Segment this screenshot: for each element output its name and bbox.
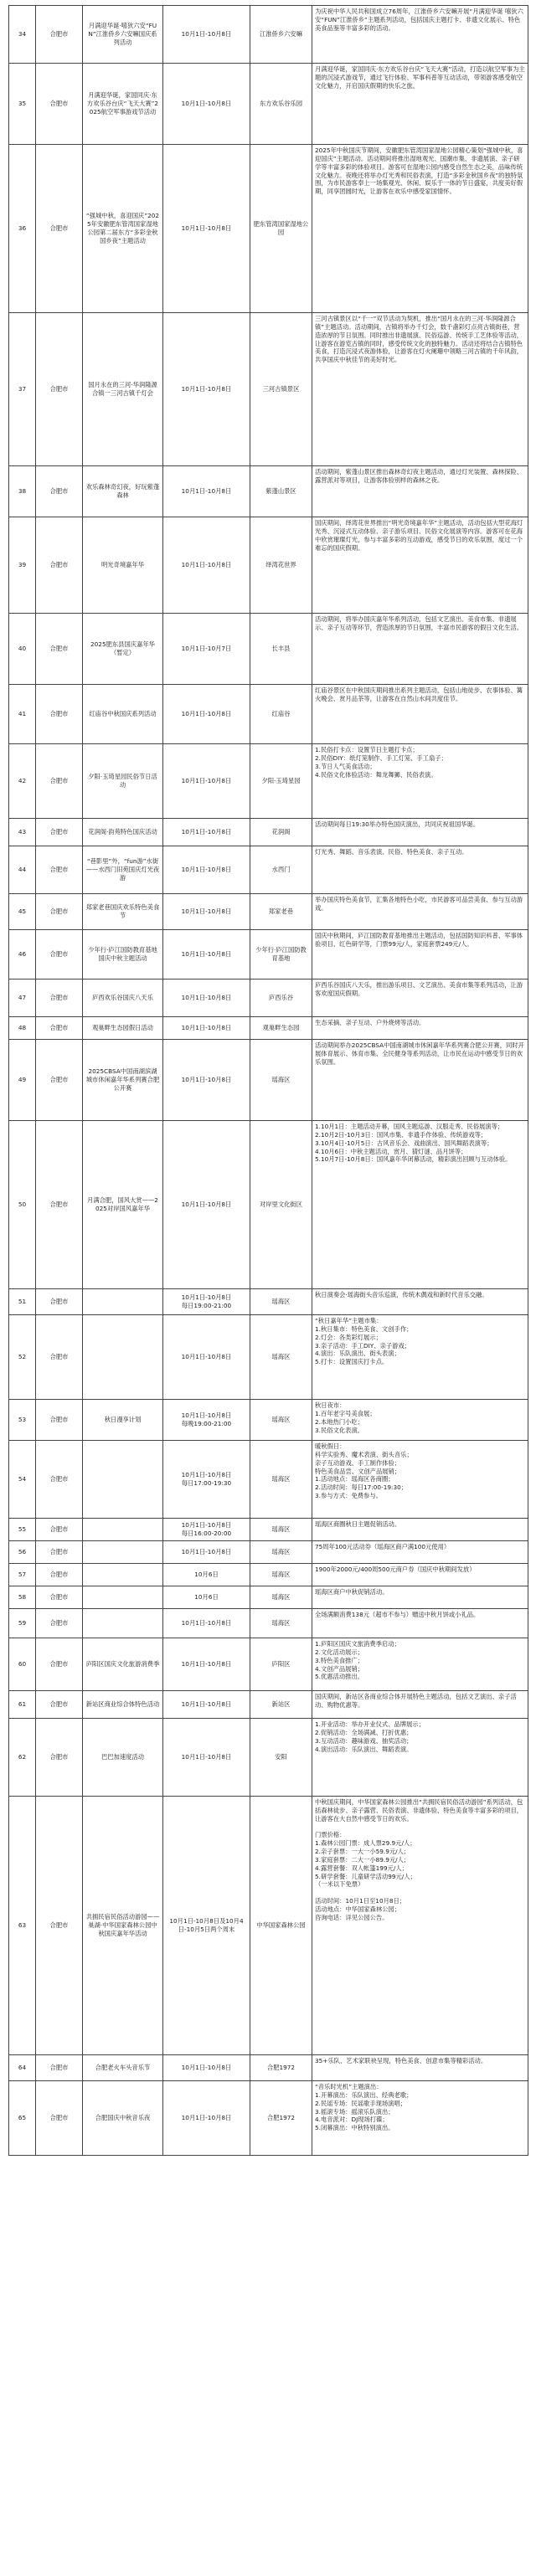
description-cell: “秋日嘉年华”主题市集： 1.秋日集市：特色美食、文创手作； 2.灯会：各类彩灯展示； 3.亲子活动：手工DIY、亲子游戏； 4.演出：乐队演出、街头表演； 5.打卡：设置国庆打卡点。 <box>312 1315 528 1400</box>
city-cell: 合肥市 <box>36 744 83 819</box>
activity-name-cell: 红庙谷中秋国庆系列活动 <box>83 685 163 744</box>
activity-name-cell: 共拥民宿民俗活动游园——巢湖·中华国家森林公园中秋国庆嘉年华活动 <box>83 1797 163 2055</box>
table-row <box>9 1609 528 1638</box>
city-cell: 合肥市 <box>36 1609 83 1638</box>
activity-name-cell: 2025肥东县国庆嘉年华（暂定） <box>83 614 163 685</box>
venue-cell: 庐西乐谷 <box>250 979 312 1017</box>
document-page <box>8 5 528 2156</box>
activity-name-cell: 欢乐森林奇幻夜，好玩紫蓬森林 <box>83 466 163 517</box>
city-cell: 合肥市 <box>36 1441 83 1519</box>
venue-cell: 观巢畔生态园 <box>250 1017 312 1040</box>
row-number: 41 <box>9 685 36 744</box>
description-cell: 35+乐队、艺术家联袂呈现，特色美食、创意市集等精彩活动。 <box>312 2055 528 2081</box>
city-cell: 合肥市 <box>36 894 83 930</box>
row-number: 46 <box>9 930 36 979</box>
venue-cell: 中华国家森林公园 <box>250 1797 312 2055</box>
activity-name-cell: 明光奇境嘉年华 <box>83 517 163 614</box>
time-cell: 10月1日-10月8日 <box>163 1040 250 1121</box>
venue-cell: 夕阳·玉琦星园 <box>250 744 312 819</box>
venue-cell: 瑶海区 <box>250 1519 312 1541</box>
row-number: 48 <box>9 1017 36 1040</box>
activity-name-cell: 夕阳·玉琦星园民俗节日活动 <box>83 744 163 819</box>
city-cell: 合肥市 <box>36 466 83 517</box>
city-cell: 合肥市 <box>36 1400 83 1441</box>
venue-cell: 三河古镇景区 <box>250 313 312 466</box>
city-cell: 合肥市 <box>36 614 83 685</box>
activity-name-cell: “强城中秋，喜迎国庆”2025年安徽肥东管湾国家湿地公园第二届东方“多彩金秋国乡夜”主题活动 <box>83 145 163 313</box>
row-number: 40 <box>9 614 36 685</box>
venue-cell: 红庙谷 <box>250 685 312 744</box>
city-cell: 合肥市 <box>36 1691 83 1719</box>
row-number: 62 <box>9 1719 36 1797</box>
row-number: 58 <box>9 1586 36 1609</box>
venue-cell: 瑶海区 <box>250 1541 312 1564</box>
activity-name-cell <box>83 1441 163 1519</box>
activity-table-body <box>9 6 528 2156</box>
description-cell: 1900年2000元/400周500元商户券（国庆中秋期间发放） <box>312 1564 528 1586</box>
table-row <box>9 979 528 1017</box>
table-row <box>9 744 528 819</box>
time-cell: 10月1日-10月8日 <box>163 979 250 1017</box>
row-number: 35 <box>9 64 36 145</box>
description-cell: 秋日夜市： 1.百年老字号美食展； 2.本地热门小吃； 3.民俗文化表演。 <box>312 1400 528 1441</box>
table-row <box>9 2055 528 2081</box>
city-cell: 合肥市 <box>36 1564 83 1586</box>
activity-name-cell: 月满合肥，国风大赏——2025对岸国风嘉年华 <box>83 1121 163 1289</box>
venue-cell: 瑶海区 <box>250 1315 312 1400</box>
row-number: 44 <box>9 846 36 894</box>
venue-cell: 郑家老巷 <box>250 894 312 930</box>
activity-table <box>8 5 528 2156</box>
row-number: 45 <box>9 894 36 930</box>
description-cell: 红庙谷景区在中秋国庆期间推出系列主题活动，包括山地徒步、农事体验、篝火晚会、赏月品茶等，让游客在自然山水间共度佳节。 <box>312 685 528 744</box>
activity-name-cell <box>83 1519 163 1541</box>
row-number: 54 <box>9 1441 36 1519</box>
venue-cell: 水西门 <box>250 846 312 894</box>
venue-cell: 合肥1972 <box>250 2055 312 2081</box>
row-number: 57 <box>9 1564 36 1586</box>
description-cell: 瑶海区商圈秋日主题促销活动。 <box>312 1519 528 1541</box>
venue-cell: 新站区 <box>250 1691 312 1719</box>
venue-cell: 长丰县 <box>250 614 312 685</box>
time-cell: 10月1日-10月8日 <box>163 517 250 614</box>
city-cell: 合肥市 <box>36 1638 83 1691</box>
time-cell: 10月6日 <box>163 1564 250 1586</box>
description-cell: 1.民俗打卡点：设置节日主题打卡点； 2.民俗DIY：纸灯笼制作、手工灯笼、手工扇子； 3.节日人气美食活动； 4.民俗文化体验活动：舞龙舞狮、民俗表演。 <box>312 744 528 819</box>
description-cell: “音乐时光机”主题演出： 1.开幕演出：乐队演出、经典老歌； 2.民谣专场：民谣歌手现场演唱； 3.摇滚专场：摇滚乐队演出； 4.电音派对：DJ现场打碟； 5.闭幕演出：中秋特别演出。 <box>312 2081 528 2156</box>
table-row <box>9 6 528 64</box>
table-row <box>9 1040 528 1121</box>
description-cell: 生态采摘、亲子互动、户外烧烤等活动。 <box>312 1017 528 1040</box>
description-cell: 国庆中秋期间，庐江国防教育基地推出主题活动，包括国防知识科普、军事体验项目、红色研学等，门票99元/人，家庭套票249元/人。 <box>312 930 528 979</box>
time-cell: 10月1日-10月8日 每日16:00-20:00 <box>163 1519 250 1541</box>
venue-cell: 庐阳区 <box>250 1638 312 1691</box>
venue-cell: 少年行·庐江国防教育基地 <box>250 930 312 979</box>
table-row <box>9 894 528 930</box>
description-cell: 活动期间每日19:30举办特色国庆演出，共同庆祝祖国华诞。 <box>312 819 528 846</box>
time-cell: 10月1日-10月8日及10月4日-10月5日两个周末 <box>163 1797 250 2055</box>
table-row <box>9 1400 528 1441</box>
row-number: 51 <box>9 1289 36 1315</box>
time-cell: 10月1日-10月8日 <box>163 1121 250 1289</box>
table-row <box>9 846 528 894</box>
activity-name-cell: 郑家老巷国庆欢乐特色美食节 <box>83 894 163 930</box>
row-number: 64 <box>9 2055 36 2081</box>
description-cell: 灯光秀、舞蹈、音乐表演、民俗、特色美食、亲子互动。 <box>312 846 528 894</box>
description-cell: 2025年中秋国庆节期间，安徽肥东管湾国家湿地公园精心策划“强城中秋，喜迎国庆”主题活动。活动期间将推出湿地观光、国潮市集、非遗展演、亲子研学等丰富多彩的体验项目。游客可在湿地公园内感受自然生态之美，品味传统文化魅力。夜晚还将举办灯光秀和民俗表演，打造“多彩金秋国乡夜”的独特氛围，为市民游客奉上一场集观光、休闲、娱乐于一体的节日盛宴，共度美好假期，同享团圆时光，让游客在欢乐中感受家国情怀。 <box>312 145 528 313</box>
city-cell: 合肥市 <box>36 6 83 64</box>
activity-name-cell: 巴巴加速度活动 <box>83 1719 163 1797</box>
table-row <box>9 313 528 466</box>
table-row <box>9 517 528 614</box>
time-cell: 10月1日-10月8日 <box>163 744 250 819</box>
table-row <box>9 685 528 744</box>
row-number: 65 <box>9 2081 36 2156</box>
venue-cell: 江淮侨乡六安嘛 <box>250 6 312 64</box>
time-cell: 10月1日-10月7日 <box>163 614 250 685</box>
venue-cell: 紫蓬山景区 <box>250 466 312 517</box>
city-cell: 合肥市 <box>36 979 83 1017</box>
activity-name-cell: 国月永在的三河·华润隆源合镇一三河古镇千灯会 <box>83 313 163 466</box>
table-row <box>9 466 528 517</box>
city-cell: 合肥市 <box>36 313 83 466</box>
description-cell: 庐西乐谷国庆八天乐，推出游乐项目、文艺演出、美食市集等系列活动，让游客欢度国庆假期。 <box>312 979 528 1017</box>
activity-name-cell <box>83 1541 163 1564</box>
time-cell: 10月1日-10月8日 <box>163 145 250 313</box>
time-cell: 10月1日-10月8日 <box>163 313 250 466</box>
description-cell: 举办国庆特色美食节，汇集各地特色小吃，市民游客可品尝美食、参与互动游戏。 <box>312 894 528 930</box>
time-cell: 10月1日-10月8日 每日19:00-21:00 <box>163 1289 250 1315</box>
venue-cell: 花润阁 <box>250 819 312 846</box>
city-cell: 合肥市 <box>36 1797 83 2055</box>
table-row <box>9 64 528 145</box>
row-number: 61 <box>9 1691 36 1719</box>
description-cell: 全场满额消费138元（超市不参与）赠送中秋月饼或小礼品。 <box>312 1609 528 1638</box>
row-number: 34 <box>9 6 36 64</box>
venue-cell: 绎湾花世界 <box>250 517 312 614</box>
description-cell: 1.开业活动：举办开业仪式、品牌展示； 2.促销活动：全场满减、打折优惠； 3.互动活动：趣味游戏、抽奖活动； 4.演出活动：乐队演出、舞蹈表演。 <box>312 1719 528 1797</box>
venue-cell: 瑶海区 <box>250 1040 312 1121</box>
description-cell: 75周年100元活动券（瑶海区商户满100元使用） <box>312 1541 528 1564</box>
time-cell: 10月1日-10月8日 <box>163 1638 250 1691</box>
time-cell: 10月1日-10月8日 <box>163 1017 250 1040</box>
activity-name-cell: 观巢畔生态园假日活动 <box>83 1017 163 1040</box>
time-cell: 10月1日-10月8日 <box>163 846 250 894</box>
activity-name-cell: 月满迎华诞，家国同庆·东方欢乐谷台庆“飞天大赛”2025航空军事游戏节活动 <box>83 64 163 145</box>
city-cell: 合肥市 <box>36 1541 83 1564</box>
row-number: 43 <box>9 819 36 846</box>
row-number: 63 <box>9 1797 36 2055</box>
city-cell: 合肥市 <box>36 1289 83 1315</box>
activity-name-cell: 月满迎华诞·嘻狄六安“FUN”江淮侨乡六安嘛国庆系列活动 <box>83 6 163 64</box>
activity-name-cell <box>83 1586 163 1609</box>
time-cell: 10月6日 <box>163 1586 250 1609</box>
time-cell: 10月1日-10月8日 <box>163 1315 250 1400</box>
activity-name-cell: 少年行·庐江国防教育基地国庆中秋主题活动 <box>83 930 163 979</box>
activity-name-cell: 庐西欢乐谷国庆八天乐 <box>83 979 163 1017</box>
table-row <box>9 1691 528 1719</box>
row-number: 55 <box>9 1519 36 1541</box>
time-cell: 10月1日-10月8日 <box>163 64 250 145</box>
table-row <box>9 1519 528 1541</box>
venue-cell: 瑶海区 <box>250 1609 312 1638</box>
activity-name-cell: 花润阁·韵苑特色国庆活动 <box>83 819 163 846</box>
activity-name-cell: 2025CBSA中国南湖滨湖城市休闲嘉年华系列赛合肥公开赛 <box>83 1040 163 1121</box>
row-number: 38 <box>9 466 36 517</box>
city-cell: 合肥市 <box>36 819 83 846</box>
table-row <box>9 614 528 685</box>
venue-cell: 瑶海区 <box>250 1441 312 1519</box>
description-cell: 暖秋假日： 科学实验秀、魔术表演、街头音乐； 亲子互动游戏、手工制作体验； 特色美食品尝、文创产品展销； 1.活动地点：瑶海区各商圈； 2.活动时间：每日17:00-19:30； 3.参与方式：免费参与。 <box>312 1441 528 1519</box>
time-cell: 10月1日-10月8日 <box>163 930 250 979</box>
city-cell: 合肥市 <box>36 2055 83 2081</box>
city-cell: 合肥市 <box>36 1315 83 1400</box>
city-cell: 合肥市 <box>36 1040 83 1121</box>
row-number: 39 <box>9 517 36 614</box>
time-cell: 10月1日-10月8日 <box>163 2055 250 2081</box>
table-row <box>9 145 528 313</box>
table-row <box>9 1586 528 1609</box>
description-cell: 中秋国庆期间，中华国家森林公园推出“共拥民宿民俗活动游园”系列活动，包括森林徒步、亲子露营、民俗表演、非遗体验、特色美食等丰富多彩的项目，让游客在大自然中感受节日的欢乐。 门票价格： 1.森林公园门票：成人票29.9元/人； 2.亲子套票：一大一小59.9元/人； 3.家庭套票：二大一小89.9元/人； 4.露营套餐：双人帐篷199元/人； 5.研学套餐：儿童研学活动99元/人； （一米以下免票） 活动时间：10月1日至10月8日； 活动地点：中华国家森林公园； 咨询电话：详见公园公告。 <box>312 1797 528 2055</box>
table-row <box>9 1121 528 1289</box>
table-row <box>9 1017 528 1040</box>
table-row <box>9 819 528 846</box>
venue-cell: 东方欢乐谷乐园 <box>250 64 312 145</box>
time-cell: 10月1日-10月8日 <box>163 894 250 930</box>
city-cell: 合肥市 <box>36 1519 83 1541</box>
activity-name-cell <box>83 1609 163 1638</box>
description-cell: 为庆祝中华人民共和国成立76周年，江淮侨乡六安嘛开展“月满迎华诞 嘻狄六安“FUN”江淮侨乡”主题系列活动，包括国庆主题打卡、非遗文化展示、特色美食品鉴等丰富多彩的活动。 <box>312 6 528 64</box>
description-cell: 1.10月1日：主题活动开幕，国风主题巡游、汉服走秀、民俗展演等； 2.10月2日-10月3日：国风市集、非遗手作体验、传统游戏等； 3.10月4日-10月5日：古风音乐会、戏曲演出、国风舞蹈表演等； 4.10月6日：中秋主题活动，赏月、猜灯谜、品月饼等； 5.10月7日-10月8日：国风嘉年华闭幕活动，精彩演出回顾与互动体验。 <box>312 1121 528 1289</box>
description-cell: 月满迎华诞，家国同庆·东方欢乐谷台庆“飞天大赛”活动，打造以航空军事为主题的沉浸式游戏节，通过飞行体验、军事科普等互动活动，带领游客感受航空文化魅力，开启国庆假期的快乐之旅。 <box>312 64 528 145</box>
time-cell: 10月1日-10月8日 <box>163 6 250 64</box>
description-cell: 三河古镇景区以“千一”双节活动为契机，推出“国月永在的三河·华润隆源合镇”主题活动。活动期间，古镇将举办千灯会，数千盏彩灯点亮古镇街巷，营造浓厚的节日氛围。同时推出非遗展演、民俗巡游、传统手工艺体验等活动，让游客在游览古镇的同时，感受传统文化的独特魅力。活动还将结合古镇特色美食，打造沉浸式夜游体验，让游客在灯火阑珊中领略三河古镇的千年风韵，共享国庆中秋佳节的美好时光。 <box>312 313 528 466</box>
table-row <box>9 1797 528 2055</box>
description-cell: 活动期间，将举办国庆嘉年华系列活动，包括文艺演出、美食市集、非遗展示、亲子互动等环节，营造浓厚的节日氛围，丰富市民游客的假日文化生活。 <box>312 614 528 685</box>
row-number: 36 <box>9 145 36 313</box>
city-cell: 合肥市 <box>36 145 83 313</box>
description-cell: 活动期间举办2025CBSA中国南湖城市休闲嘉年华系列赛合肥公开赛，同时开展体育展示、体育市集、全民健身等系列活动，让市民在运动中感受节日的欢乐氛围。 <box>312 1040 528 1121</box>
city-cell: 合肥市 <box>36 1017 83 1040</box>
row-number: 60 <box>9 1638 36 1691</box>
table-row <box>9 2081 528 2156</box>
activity-name-cell: 合肥国庆中秋音乐夜 <box>83 2081 163 2156</box>
venue-cell: 瑶海区 <box>250 1400 312 1441</box>
description-cell: 活动期间，紫蓬山景区推出森林奇幻夜主题活动，通过灯光装置、森林探险、露营派对等项目，让游客体验别样的森林之夜。 <box>312 466 528 517</box>
city-cell: 合肥市 <box>36 64 83 145</box>
time-cell: 10月1日-10月8日 <box>163 466 250 517</box>
row-number: 53 <box>9 1400 36 1441</box>
table-row <box>9 1441 528 1519</box>
table-row <box>9 930 528 979</box>
time-cell: 10月1日-10月8日 <box>163 1541 250 1564</box>
row-number: 49 <box>9 1040 36 1121</box>
time-cell: 10月1日-10月8日 每晚19:00-21:00 <box>163 1400 250 1441</box>
table-row <box>9 1315 528 1400</box>
activity-name-cell: 秋日漫享计划 <box>83 1400 163 1441</box>
time-cell: 10月1日-10月8日 <box>163 1609 250 1638</box>
time-cell: 10月1日-10月8日 <box>163 685 250 744</box>
row-number: 37 <box>9 313 36 466</box>
table-row <box>9 1564 528 1586</box>
row-number: 52 <box>9 1315 36 1400</box>
row-number: 42 <box>9 744 36 819</box>
table-row <box>9 1719 528 1797</box>
city-cell: 合肥市 <box>36 517 83 614</box>
venue-cell: 瑶海区 <box>250 1586 312 1609</box>
table-row <box>9 1289 528 1315</box>
city-cell: 合肥市 <box>36 846 83 894</box>
venue-cell: 安阳 <box>250 1719 312 1797</box>
activity-name-cell <box>83 1289 163 1315</box>
time-cell: 10月1日-10月8日 每日17:00-19:30 <box>163 1441 250 1519</box>
row-number: 47 <box>9 979 36 1017</box>
activity-name-cell: 庐阳区国庆文化旅游消费季 <box>83 1638 163 1691</box>
activity-name-cell: 合肥老火车头音乐节 <box>83 2055 163 2081</box>
activity-name-cell: 新站区商业综合体特色活动 <box>83 1691 163 1719</box>
venue-cell: 瑶海区 <box>250 1564 312 1586</box>
activity-name-cell <box>83 1564 163 1586</box>
row-number: 50 <box>9 1121 36 1289</box>
city-cell: 合肥市 <box>36 685 83 744</box>
city-cell: 合肥市 <box>36 1719 83 1797</box>
description-cell: 国庆期间，绎湾花世界推出“明光奇境嘉年华”主题活动，活动包括大型花海灯光秀、沉浸式互动体验、亲子游乐项目、民俗文化展演等内容。游客可在花海中欣赏璀璨灯光，参与丰富多彩的互动游戏，感受节日的欢乐氛围，度过一个难忘的国庆假期。 <box>312 517 528 614</box>
table-row <box>9 1638 528 1691</box>
time-cell: 10月1日-10月8日 <box>163 1691 250 1719</box>
time-cell: 10月1日-10月8日 <box>163 2081 250 2156</box>
venue-cell: 对岸里文化街区 <box>250 1121 312 1289</box>
time-cell: 10月1日-10月8日 <box>163 819 250 846</box>
activity-name-cell <box>83 1315 163 1400</box>
venue-cell: 肥东管湾国家湿地公园 <box>250 145 312 313</box>
time-cell: 10月1日-10月8日 <box>163 1719 250 1797</box>
description-cell: 秋日演奏会·瑶海街头音乐巡演，传统木偶戏和新时代音乐交融。 <box>312 1289 528 1315</box>
description-cell: 国庆期间，新站区各商业综合体开展特色主题活动，包括文艺演出、亲子活动、购物优惠等。 <box>312 1691 528 1719</box>
city-cell: 合肥市 <box>36 1586 83 1609</box>
venue-cell: 合肥1972 <box>250 2081 312 2156</box>
row-number: 56 <box>9 1541 36 1564</box>
activity-name-cell: “巷影里”外，“fun游”水街——水西门旧苑国庆灯光夜游 <box>83 846 163 894</box>
description-cell: 1.庐阳区国庆文旅消费季启动； 2.文化活动展示； 3.特色美食推广； 4.文创产品展销； 5.优惠活动推出。 <box>312 1638 528 1691</box>
city-cell: 合肥市 <box>36 2081 83 2156</box>
venue-cell: 瑶海区 <box>250 1289 312 1315</box>
description-cell: 瑶海区商户中秋促销活动。 <box>312 1586 528 1609</box>
table-row <box>9 1541 528 1564</box>
city-cell: 合肥市 <box>36 930 83 979</box>
row-number: 59 <box>9 1609 36 1638</box>
city-cell: 合肥市 <box>36 1121 83 1289</box>
